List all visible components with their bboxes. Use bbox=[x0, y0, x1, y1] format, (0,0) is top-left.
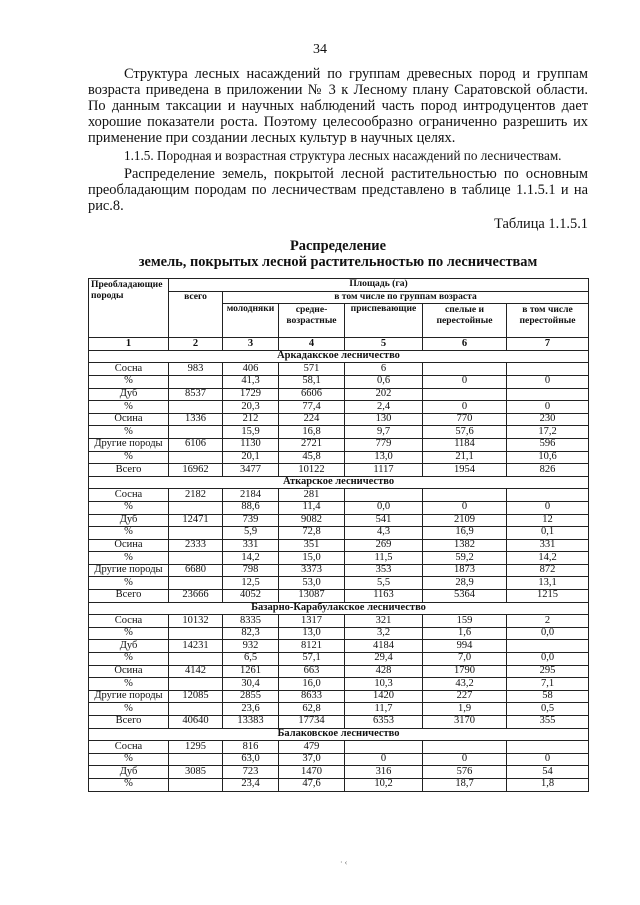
value-cell: 0 bbox=[507, 501, 589, 514]
value-cell: 53,0 bbox=[279, 577, 345, 590]
species-cell: Дуб bbox=[89, 514, 169, 527]
value-cell: 20,3 bbox=[223, 401, 279, 414]
value-cell: 3085 bbox=[169, 766, 223, 779]
value-cell: 0 bbox=[507, 753, 589, 766]
value-cell: 13,0 bbox=[279, 627, 345, 640]
value-cell: 0 bbox=[345, 753, 423, 766]
value-cell: 269 bbox=[345, 539, 423, 552]
value-cell: 3,2 bbox=[345, 627, 423, 640]
column-number: 3 bbox=[223, 338, 279, 351]
header-species: Преобладающие породы bbox=[89, 279, 169, 338]
table-row bbox=[89, 741, 589, 754]
value-cell: 1117 bbox=[345, 464, 423, 477]
species-cell: Сосна bbox=[89, 741, 169, 754]
value-cell: 0 bbox=[423, 753, 507, 766]
value-cell: 0,5 bbox=[507, 703, 589, 716]
value-cell bbox=[345, 741, 423, 754]
value-cell: 723 bbox=[223, 766, 279, 779]
value-cell: 596 bbox=[507, 438, 589, 451]
value-cell: 58,1 bbox=[279, 375, 345, 388]
value-cell: 0 bbox=[507, 375, 589, 388]
value-cell: 16962 bbox=[169, 464, 223, 477]
section-header-row bbox=[89, 350, 589, 363]
table-row bbox=[89, 527, 589, 540]
value-cell: 28,9 bbox=[423, 577, 507, 590]
table-row bbox=[89, 577, 589, 590]
value-cell: 1184 bbox=[423, 438, 507, 451]
table-title-line1: Распределение bbox=[290, 238, 386, 254]
value-cell: 47,6 bbox=[279, 778, 345, 791]
value-cell: 9,7 bbox=[345, 426, 423, 439]
section-name: Базарно-Карабулакское лесничество bbox=[89, 602, 589, 615]
header-total: всего bbox=[169, 291, 223, 338]
value-cell: 1,8 bbox=[507, 778, 589, 791]
table-row bbox=[89, 375, 589, 388]
value-cell: 5364 bbox=[423, 590, 507, 603]
value-cell bbox=[169, 451, 223, 464]
value-cell: 3477 bbox=[223, 464, 279, 477]
species-cell: Сосна bbox=[89, 615, 169, 628]
value-cell: 983 bbox=[169, 363, 223, 376]
species-cell: Осина bbox=[89, 539, 169, 552]
value-cell bbox=[169, 577, 223, 590]
value-cell: 12085 bbox=[169, 690, 223, 703]
value-cell: 72,8 bbox=[279, 527, 345, 540]
table-row bbox=[89, 653, 589, 666]
value-cell: 23,6 bbox=[223, 703, 279, 716]
header-by-age-group: в том числе по группам возраста bbox=[223, 291, 589, 304]
value-cell: 15,0 bbox=[279, 552, 345, 565]
value-cell bbox=[169, 703, 223, 716]
value-cell: 6 bbox=[345, 363, 423, 376]
scan-mark: · ‹ bbox=[340, 858, 348, 867]
value-cell: 2 bbox=[507, 615, 589, 628]
species-cell: Сосна bbox=[89, 363, 169, 376]
value-cell bbox=[169, 653, 223, 666]
value-cell: 663 bbox=[279, 665, 345, 678]
species-cell: Дуб bbox=[89, 640, 169, 653]
value-cell: 16,9 bbox=[423, 527, 507, 540]
value-cell: 14231 bbox=[169, 640, 223, 653]
table-row bbox=[89, 716, 589, 729]
table-row bbox=[89, 766, 589, 779]
value-cell: 13,0 bbox=[345, 451, 423, 464]
value-cell bbox=[507, 363, 589, 376]
value-cell: 14,2 bbox=[507, 552, 589, 565]
value-cell: 12 bbox=[507, 514, 589, 527]
section-name: Балаковское лесничество bbox=[89, 728, 589, 741]
species-cell: % bbox=[89, 451, 169, 464]
value-cell: 21,1 bbox=[423, 451, 507, 464]
value-cell: 1382 bbox=[423, 539, 507, 552]
value-cell: 12,5 bbox=[223, 577, 279, 590]
value-cell bbox=[423, 363, 507, 376]
value-cell: 54 bbox=[507, 766, 589, 779]
value-cell: 816 bbox=[223, 741, 279, 754]
value-cell: 1130 bbox=[223, 438, 279, 451]
column-number-row bbox=[89, 338, 589, 351]
value-cell: 1470 bbox=[279, 766, 345, 779]
value-cell: 932 bbox=[223, 640, 279, 653]
value-cell: 23,4 bbox=[223, 778, 279, 791]
table-caption: Таблица 1.1.5.1 bbox=[494, 216, 588, 232]
table-row bbox=[89, 665, 589, 678]
section-header-row bbox=[89, 476, 589, 489]
value-cell: 0 bbox=[423, 401, 507, 414]
table-row bbox=[89, 627, 589, 640]
table-row bbox=[89, 590, 589, 603]
column-number: 7 bbox=[507, 338, 589, 351]
value-cell: 10,6 bbox=[507, 451, 589, 464]
species-cell: % bbox=[89, 426, 169, 439]
value-cell: 58 bbox=[507, 690, 589, 703]
table-row bbox=[89, 753, 589, 766]
value-cell: 2184 bbox=[223, 489, 279, 502]
value-cell bbox=[169, 627, 223, 640]
value-cell: 9082 bbox=[279, 514, 345, 527]
column-number: 6 bbox=[423, 338, 507, 351]
species-cell: % bbox=[89, 703, 169, 716]
value-cell: 13383 bbox=[223, 716, 279, 729]
value-cell: 1873 bbox=[423, 564, 507, 577]
section-name: Аткарское лесничество bbox=[89, 476, 589, 489]
value-cell: 227 bbox=[423, 690, 507, 703]
value-cell bbox=[423, 388, 507, 401]
section-header-row bbox=[89, 602, 589, 615]
page-number: 34 bbox=[313, 42, 327, 57]
value-cell bbox=[169, 375, 223, 388]
value-cell: 12471 bbox=[169, 514, 223, 527]
value-cell: 11,4 bbox=[279, 501, 345, 514]
value-cell: 17,2 bbox=[507, 426, 589, 439]
header-middle-aged: средне-возрастные bbox=[279, 304, 345, 338]
species-cell: Всего bbox=[89, 590, 169, 603]
table-row bbox=[89, 501, 589, 514]
table-row bbox=[89, 413, 589, 426]
value-cell: 0 bbox=[423, 501, 507, 514]
value-cell bbox=[169, 527, 223, 540]
value-cell bbox=[169, 753, 223, 766]
value-cell: 798 bbox=[223, 564, 279, 577]
value-cell: 10,3 bbox=[345, 678, 423, 691]
column-number: 5 bbox=[345, 338, 423, 351]
value-cell: 43,2 bbox=[423, 678, 507, 691]
species-cell: Другие породы bbox=[89, 564, 169, 577]
value-cell: 159 bbox=[423, 615, 507, 628]
table-row bbox=[89, 464, 589, 477]
value-cell: 0,0 bbox=[507, 653, 589, 666]
value-cell: 4,3 bbox=[345, 527, 423, 540]
table-row bbox=[89, 388, 589, 401]
value-cell: 13,1 bbox=[507, 577, 589, 590]
value-cell: 45,8 bbox=[279, 451, 345, 464]
table-row bbox=[89, 640, 589, 653]
value-cell: 14,2 bbox=[223, 552, 279, 565]
value-cell: 1295 bbox=[169, 741, 223, 754]
value-cell: 571 bbox=[279, 363, 345, 376]
value-cell: 62,8 bbox=[279, 703, 345, 716]
value-cell: 10132 bbox=[169, 615, 223, 628]
value-cell: 1336 bbox=[169, 413, 223, 426]
section-name: Аркадакское лесничество bbox=[89, 350, 589, 363]
value-cell: 0,0 bbox=[507, 627, 589, 640]
table-row bbox=[89, 539, 589, 552]
value-cell: 16,8 bbox=[279, 426, 345, 439]
value-cell: 29,4 bbox=[345, 653, 423, 666]
value-cell: 8121 bbox=[279, 640, 345, 653]
species-cell: Сосна bbox=[89, 489, 169, 502]
value-cell bbox=[507, 489, 589, 502]
species-cell: % bbox=[89, 753, 169, 766]
value-cell: 13087 bbox=[279, 590, 345, 603]
value-cell: 23666 bbox=[169, 590, 223, 603]
value-cell: 7,1 bbox=[507, 678, 589, 691]
value-cell bbox=[507, 741, 589, 754]
value-cell: 872 bbox=[507, 564, 589, 577]
value-cell: 331 bbox=[507, 539, 589, 552]
table-row bbox=[89, 778, 589, 791]
value-cell bbox=[507, 640, 589, 653]
value-cell: 2,4 bbox=[345, 401, 423, 414]
column-number: 1 bbox=[89, 338, 169, 351]
value-cell: 0,0 bbox=[345, 501, 423, 514]
species-cell: % bbox=[89, 401, 169, 414]
table-body bbox=[89, 350, 589, 791]
value-cell: 3170 bbox=[423, 716, 507, 729]
value-cell bbox=[169, 678, 223, 691]
table-row bbox=[89, 438, 589, 451]
species-cell: % bbox=[89, 577, 169, 590]
value-cell: 576 bbox=[423, 766, 507, 779]
value-cell: 130 bbox=[345, 413, 423, 426]
species-cell: Дуб bbox=[89, 388, 169, 401]
value-cell: 770 bbox=[423, 413, 507, 426]
value-cell: 1,6 bbox=[423, 627, 507, 640]
value-cell: 4142 bbox=[169, 665, 223, 678]
table-header bbox=[89, 279, 589, 351]
section-heading-paragraph bbox=[88, 148, 588, 164]
value-cell: 30,4 bbox=[223, 678, 279, 691]
value-cell: 7,0 bbox=[423, 653, 507, 666]
value-cell: 41,3 bbox=[223, 375, 279, 388]
value-cell: 6106 bbox=[169, 438, 223, 451]
value-cell bbox=[423, 489, 507, 502]
value-cell: 428 bbox=[345, 665, 423, 678]
species-cell: % bbox=[89, 653, 169, 666]
species-cell: Всего bbox=[89, 464, 169, 477]
species-cell: % bbox=[89, 678, 169, 691]
paragraph-distribution: Распределение земель, покрытой лесной растительностью по основным преобладающим породам по лесничествам представлено в таблице 1.1.5.1 и на рис.8. bbox=[88, 166, 588, 214]
value-cell: 3373 bbox=[279, 564, 345, 577]
value-cell: 16,0 bbox=[279, 678, 345, 691]
value-cell: 1317 bbox=[279, 615, 345, 628]
value-cell: 1954 bbox=[423, 464, 507, 477]
value-cell: 4184 bbox=[345, 640, 423, 653]
value-cell: 224 bbox=[279, 413, 345, 426]
section-header-row bbox=[89, 728, 589, 741]
value-cell: 82,3 bbox=[223, 627, 279, 640]
value-cell: 479 bbox=[279, 741, 345, 754]
value-cell: 8335 bbox=[223, 615, 279, 628]
table-row bbox=[89, 615, 589, 628]
species-cell: Всего bbox=[89, 716, 169, 729]
value-cell: 2182 bbox=[169, 489, 223, 502]
value-cell: 6606 bbox=[279, 388, 345, 401]
species-cell: % bbox=[89, 552, 169, 565]
species-cell: % bbox=[89, 527, 169, 540]
table-row bbox=[89, 552, 589, 565]
table-row bbox=[89, 690, 589, 703]
value-cell: 212 bbox=[223, 413, 279, 426]
value-cell bbox=[423, 741, 507, 754]
header-overmature: в том числе перестойные bbox=[507, 304, 589, 338]
value-cell: 17734 bbox=[279, 716, 345, 729]
table-row bbox=[89, 426, 589, 439]
value-cell bbox=[169, 778, 223, 791]
value-cell: 994 bbox=[423, 640, 507, 653]
value-cell: 0,1 bbox=[507, 527, 589, 540]
value-cell: 1790 bbox=[423, 665, 507, 678]
value-cell: 11,5 bbox=[345, 552, 423, 565]
value-cell: 6353 bbox=[345, 716, 423, 729]
value-cell bbox=[169, 501, 223, 514]
header-area: Площадь (га) bbox=[169, 279, 589, 292]
species-cell: Осина bbox=[89, 413, 169, 426]
table-row bbox=[89, 401, 589, 414]
table-row bbox=[89, 564, 589, 577]
value-cell: 321 bbox=[345, 615, 423, 628]
value-cell: 20,1 bbox=[223, 451, 279, 464]
forest-distribution-table bbox=[88, 278, 589, 792]
table-row bbox=[89, 678, 589, 691]
value-cell: 351 bbox=[279, 539, 345, 552]
value-cell: 826 bbox=[507, 464, 589, 477]
value-cell: 6,5 bbox=[223, 653, 279, 666]
value-cell: 88,6 bbox=[223, 501, 279, 514]
header-young: молодняки bbox=[223, 304, 279, 338]
value-cell: 2109 bbox=[423, 514, 507, 527]
value-cell: 8633 bbox=[279, 690, 345, 703]
value-cell bbox=[345, 489, 423, 502]
value-cell bbox=[169, 401, 223, 414]
paragraph-structure: Структура лесных насаждений по группам древесных пород и группам возраста приведена в приложении № 3 к Лесному плану Саратовской области. По данным таксации и научных наблюдений часть пород интродуцентов дает хорошие показатели роста. Поэтому целесообразно ограниченно разрешить их применение при создании лесных культур в научных целях. bbox=[88, 66, 588, 146]
value-cell: 316 bbox=[345, 766, 423, 779]
value-cell: 15,9 bbox=[223, 426, 279, 439]
value-cell: 37,0 bbox=[279, 753, 345, 766]
value-cell: 59,2 bbox=[423, 552, 507, 565]
value-cell: 1420 bbox=[345, 690, 423, 703]
value-cell: 0 bbox=[423, 375, 507, 388]
value-cell: 0 bbox=[507, 401, 589, 414]
value-cell: 1163 bbox=[345, 590, 423, 603]
value-cell: 8537 bbox=[169, 388, 223, 401]
species-cell: % bbox=[89, 375, 169, 388]
value-cell bbox=[169, 552, 223, 565]
value-cell: 6680 bbox=[169, 564, 223, 577]
table-row bbox=[89, 363, 589, 376]
value-cell: 406 bbox=[223, 363, 279, 376]
table-row bbox=[89, 703, 589, 716]
value-cell: 739 bbox=[223, 514, 279, 527]
value-cell: 295 bbox=[507, 665, 589, 678]
column-number: 4 bbox=[279, 338, 345, 351]
value-cell: 0,6 bbox=[345, 375, 423, 388]
value-cell: 63,0 bbox=[223, 753, 279, 766]
value-cell: 1729 bbox=[223, 388, 279, 401]
value-cell: 1215 bbox=[507, 590, 589, 603]
table-row bbox=[89, 489, 589, 502]
value-cell: 10122 bbox=[279, 464, 345, 477]
species-cell: % bbox=[89, 627, 169, 640]
value-cell: 331 bbox=[223, 539, 279, 552]
value-cell: 230 bbox=[507, 413, 589, 426]
value-cell bbox=[507, 388, 589, 401]
value-cell: 779 bbox=[345, 438, 423, 451]
value-cell: 355 bbox=[507, 716, 589, 729]
column-number: 2 bbox=[169, 338, 223, 351]
species-cell: Другие породы bbox=[89, 690, 169, 703]
species-cell: % bbox=[89, 501, 169, 514]
table-row bbox=[89, 514, 589, 527]
value-cell: 11,7 bbox=[345, 703, 423, 716]
value-cell: 1,9 bbox=[423, 703, 507, 716]
value-cell: 57,1 bbox=[279, 653, 345, 666]
value-cell: 5,5 bbox=[345, 577, 423, 590]
species-cell: Дуб bbox=[89, 766, 169, 779]
value-cell: 353 bbox=[345, 564, 423, 577]
table-title-line2: земель, покрытых лесной растительностью по лесничествам bbox=[138, 254, 538, 270]
value-cell: 4052 bbox=[223, 590, 279, 603]
value-cell: 57,6 bbox=[423, 426, 507, 439]
value-cell: 18,7 bbox=[423, 778, 507, 791]
value-cell: 10,2 bbox=[345, 778, 423, 791]
species-cell: Осина bbox=[89, 665, 169, 678]
value-cell: 2721 bbox=[279, 438, 345, 451]
value-cell: 1261 bbox=[223, 665, 279, 678]
value-cell bbox=[169, 426, 223, 439]
header-mature: спелые и перестойные bbox=[423, 304, 507, 338]
value-cell: 2855 bbox=[223, 690, 279, 703]
table-title bbox=[88, 238, 588, 270]
species-cell: Другие породы bbox=[89, 438, 169, 451]
table-row bbox=[89, 451, 589, 464]
value-cell: 541 bbox=[345, 514, 423, 527]
intro-paragraph bbox=[88, 66, 588, 146]
value-cell: 77,4 bbox=[279, 401, 345, 414]
value-cell: 202 bbox=[345, 388, 423, 401]
distribution-paragraph bbox=[88, 166, 588, 214]
value-cell: 40640 bbox=[169, 716, 223, 729]
value-cell: 2333 bbox=[169, 539, 223, 552]
species-cell: % bbox=[89, 778, 169, 791]
paragraph-section-title: 1.1.5. Породная и возрастная структура лесных насаждений по лесничествам. bbox=[124, 148, 562, 163]
value-cell: 281 bbox=[279, 489, 345, 502]
header-maturing: приспевающие bbox=[345, 304, 423, 338]
value-cell: 5,9 bbox=[223, 527, 279, 540]
